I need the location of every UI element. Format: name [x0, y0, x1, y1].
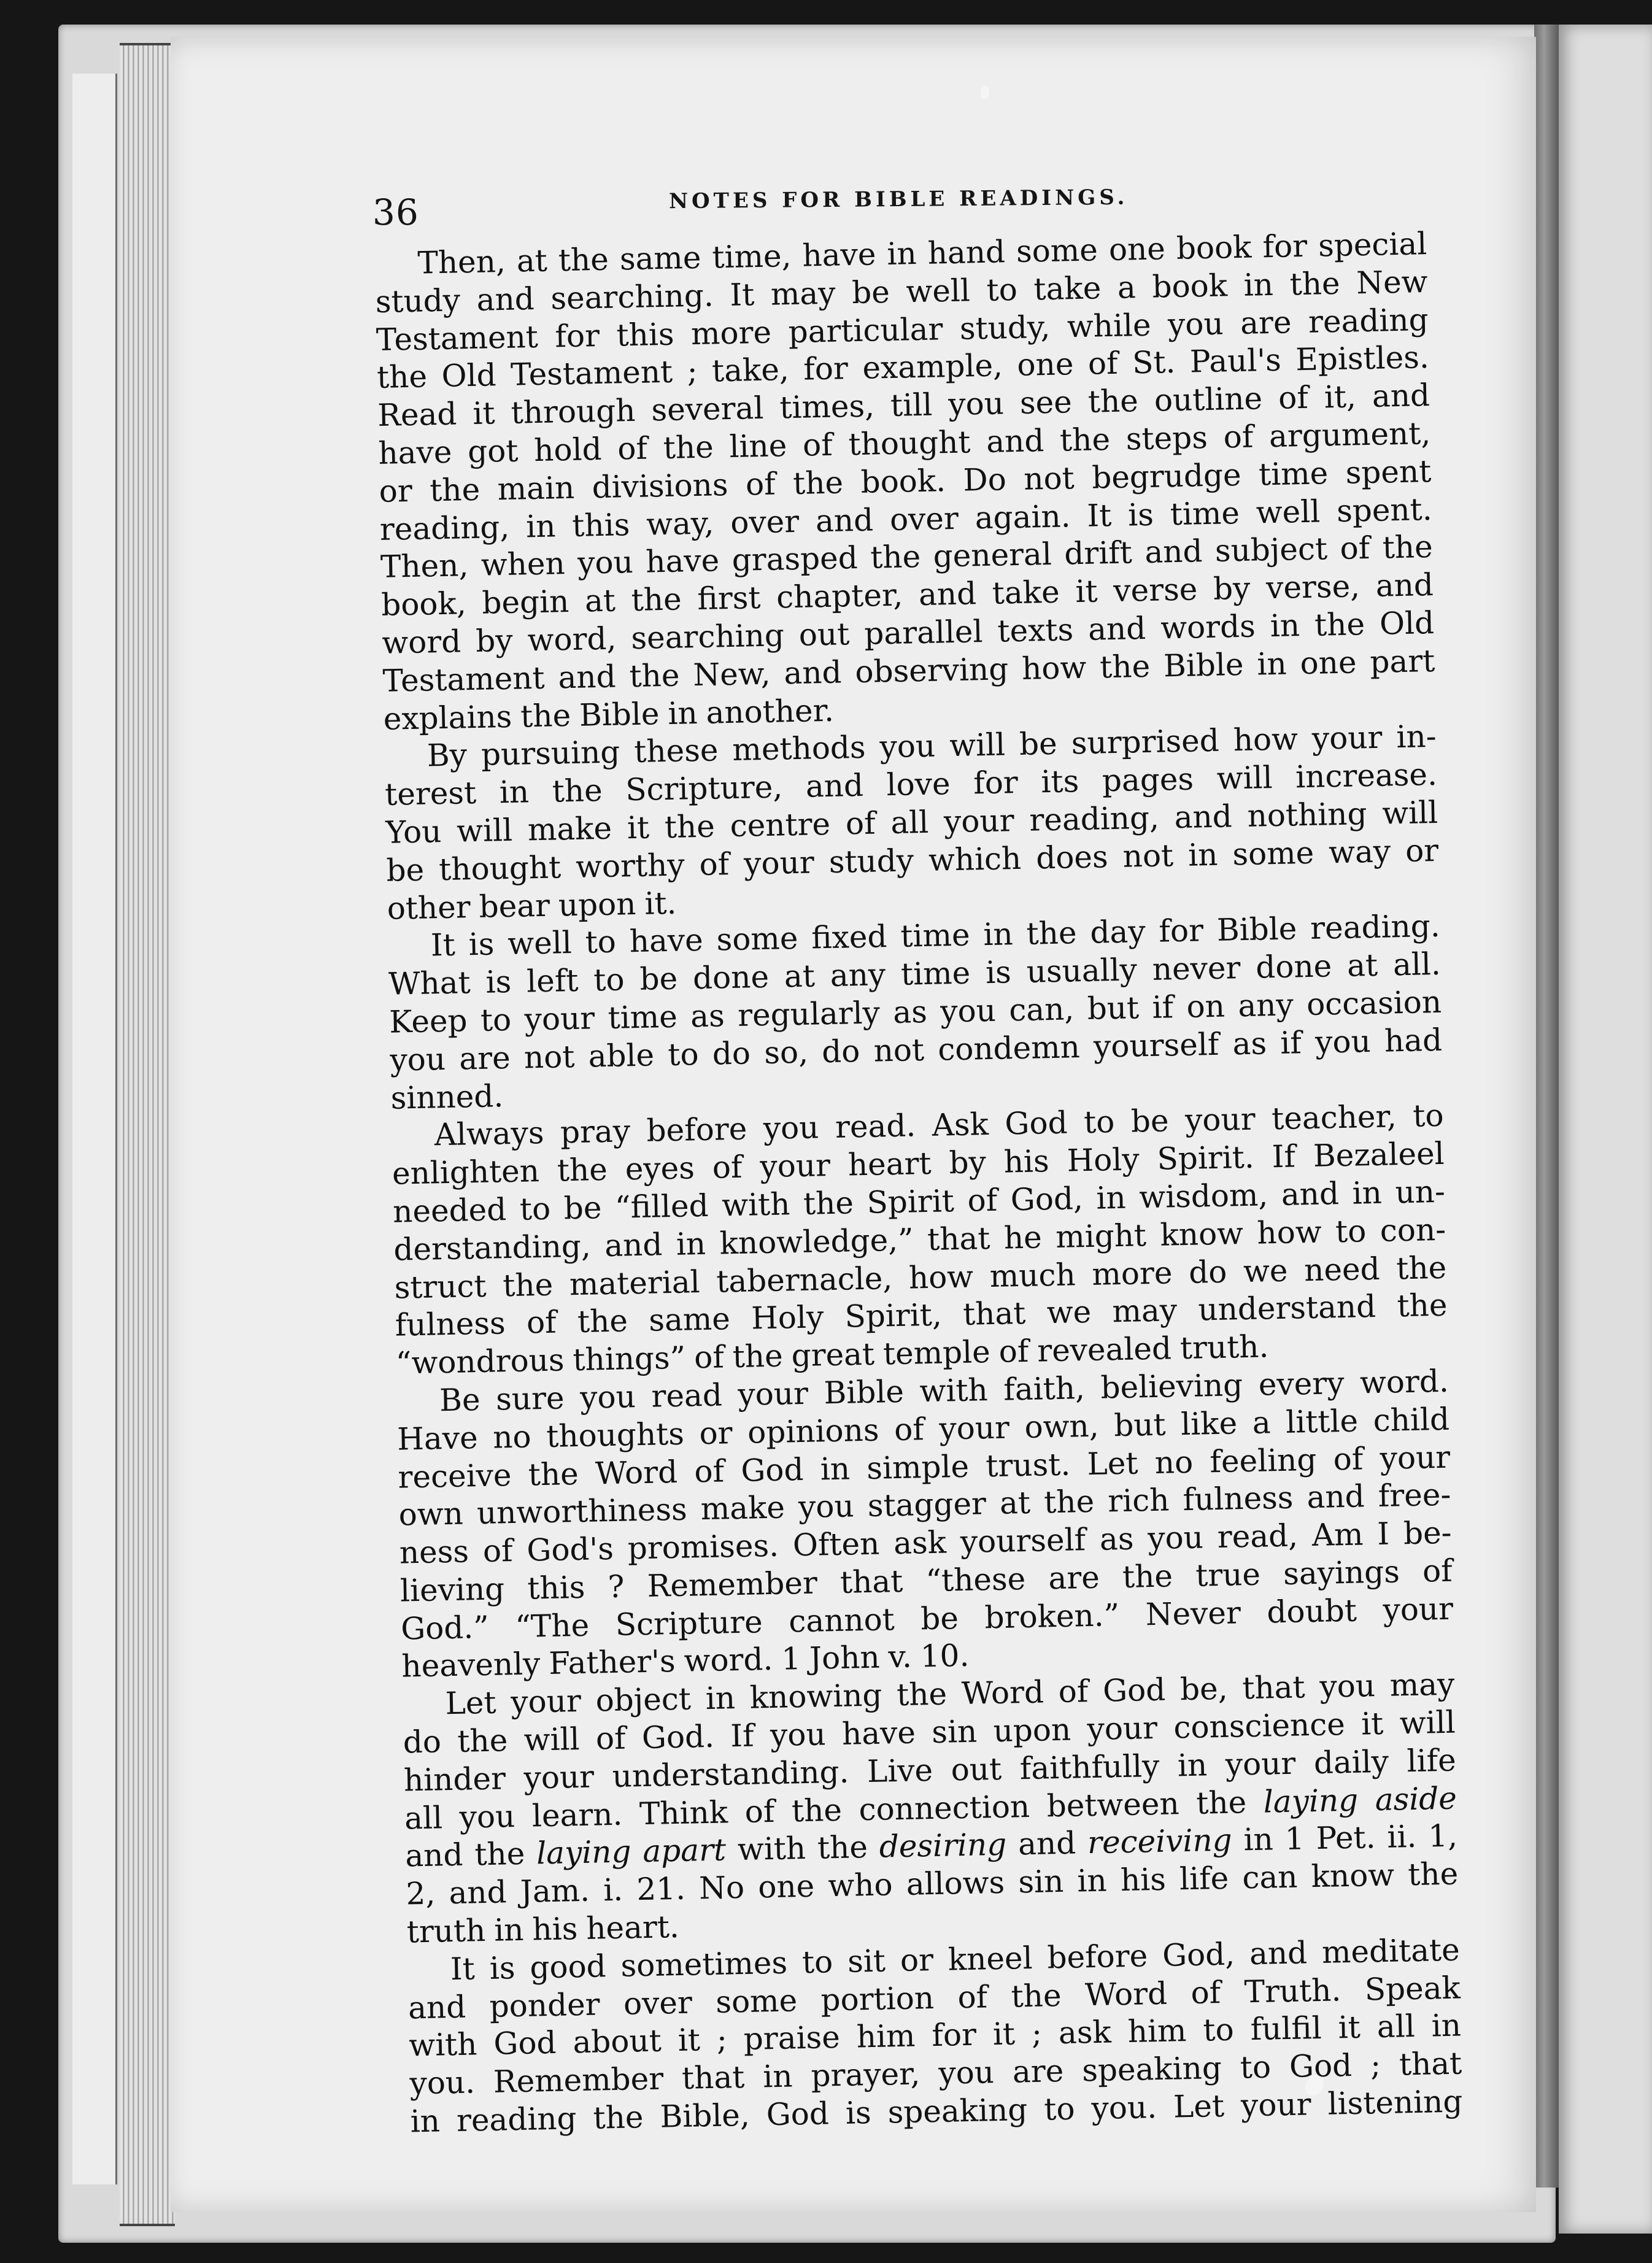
text-line: enlighten the eyes of your heart by his Holy Spirit. If Bezaleel [392, 1135, 1445, 1192]
text-line: Testament for this more particular study, while you are reading [376, 301, 1429, 358]
text-line: all you learn. Think of the connection between the laying aside [404, 1780, 1457, 1837]
text-line: in reading the Bible, God is speaking to you. Let your listening [410, 2083, 1463, 2140]
book-gutter [1534, 25, 1559, 2188]
text-line: ness of God's promises. Often ask yourself as you read, Am I be- [399, 1514, 1453, 1571]
page-edge-stack [120, 43, 175, 2226]
text-line: Keep to your time as regularly as you can, but if on any occasion [388, 984, 1442, 1040]
text-line: derstanding, and in knowledge,” that he might know how to con- [393, 1211, 1446, 1268]
text-line: you. Remember that in prayer, you are speaking to God ; that [409, 2045, 1462, 2102]
text-line: receive the Word of God in simple trust. Let no feeling of your [397, 1439, 1451, 1495]
book-board-inner [72, 74, 117, 2184]
dust-speck [981, 86, 989, 99]
text-line: own unworthiness make you stagger at the rich fulness and free- [398, 1476, 1451, 1533]
text-line: reading, in this way, over and over again. It is time well spent. [379, 491, 1433, 547]
text-line: with God about it ; praise him for it ; ask him to fulfil it all in [408, 2007, 1462, 2064]
text-line: Read it through several times, till you see the outline of it, and [377, 377, 1430, 434]
text-line: Always pray before you read. Ask God to be your teacher, to [434, 1098, 1445, 1153]
text-line: fulness of the same Holy Spirit, that we may understand the [395, 1287, 1448, 1343]
text-line: the Old Testament ; take, for example, one of St. Paul's Epistles. [376, 339, 1430, 396]
text-line: Have no thoughts or opinions of your own, but like a little child [396, 1401, 1450, 1457]
page-number: 36 [372, 191, 419, 233]
text-line: needed to be “filled with the Spirit of God, in wisdom, and in un- [392, 1173, 1446, 1230]
text-line: book, begin at the first chapter, and take it verse by verse, and [380, 567, 1434, 623]
facing-page-edge [1559, 25, 1652, 2234]
text-line: other bear upon it. [387, 885, 677, 927]
text-line: Be sure you read your Bible with faith, believing every word. [439, 1363, 1449, 1419]
text-line: Testament and the New, and observing how the Bible in one part [382, 642, 1435, 699]
text-line: terest in the Scripture, and love for its pages will increase. [384, 757, 1438, 812]
text-line: sinned. [390, 1078, 504, 1116]
running-head: NOTES FOR BIBLE READINGS. [668, 185, 1129, 214]
text-line: word by word, searching out parallel texts and words in the Old [381, 604, 1435, 661]
text-line: you are not able to do so, do not condemn yourself as if you had [389, 1022, 1443, 1078]
text-line: and the laying apart with the desiring and receiving in 1 Pet. ii. 1, [404, 1818, 1458, 1874]
text-line: hinder your understanding. Live out faithfully in your daily life [403, 1742, 1457, 1798]
text-line: explains the Bible in another. [383, 692, 835, 737]
page-body-text [374, 225, 1463, 2141]
text-line: have got hold of the line of thought and the steps of argument, [377, 415, 1431, 471]
text-line: study and searching. It may be well to take a book in the New [375, 263, 1428, 320]
text-line: struct the material tabernacle, how much more do we need the [394, 1249, 1447, 1306]
text-line: truth in his heart. [406, 1909, 680, 1950]
text-line: 2, and Jam. i. 21. No one who allows sin in his life can know the [406, 1856, 1459, 1912]
text-line: God.” “The Scripture cannot be broken.” Never doubt your [400, 1590, 1454, 1647]
text-line: Then, at the same time, have in hand some one book for special [417, 226, 1427, 281]
text-line: heavenly Father's word. 1 John v. 10. [401, 1638, 970, 1685]
text-line: or the main divisions of the book. Do not begrudge time spent [379, 453, 1432, 509]
text-line: Then, when you have grasped the general drift and subject of the [380, 529, 1434, 585]
text-line: What is left to be done at any time is usually never done at all. [388, 946, 1442, 1002]
text-line: and ponder over some portion of the Word of Truth. Speak [407, 1970, 1461, 2026]
text-line: do the will of God. If you have sin upon your conscience it will [403, 1704, 1456, 1760]
text-line: You will make it the centre of all your reading, and nothing will [385, 794, 1438, 850]
text-line: It is well to have some fixed time in the day for Bible reading. [430, 908, 1441, 963]
text-line: It is good sometimes to sit or kneel before God, and meditate [450, 1932, 1461, 1987]
text-line: By pursuing these methods you will be surprised how your in- [427, 719, 1437, 774]
frame-shadow [1559, 0, 1652, 28]
text-line: lieving this ? Remember that “these are the true sayings of [399, 1552, 1453, 1609]
text-line: “wondrous things” of the great temple of revealed truth. [395, 1328, 1269, 1381]
text-line: Let your object in knowing the Word of God be, that you may [445, 1666, 1455, 1722]
text-line: be thought worthy of your study which does not in some way or [386, 832, 1439, 889]
